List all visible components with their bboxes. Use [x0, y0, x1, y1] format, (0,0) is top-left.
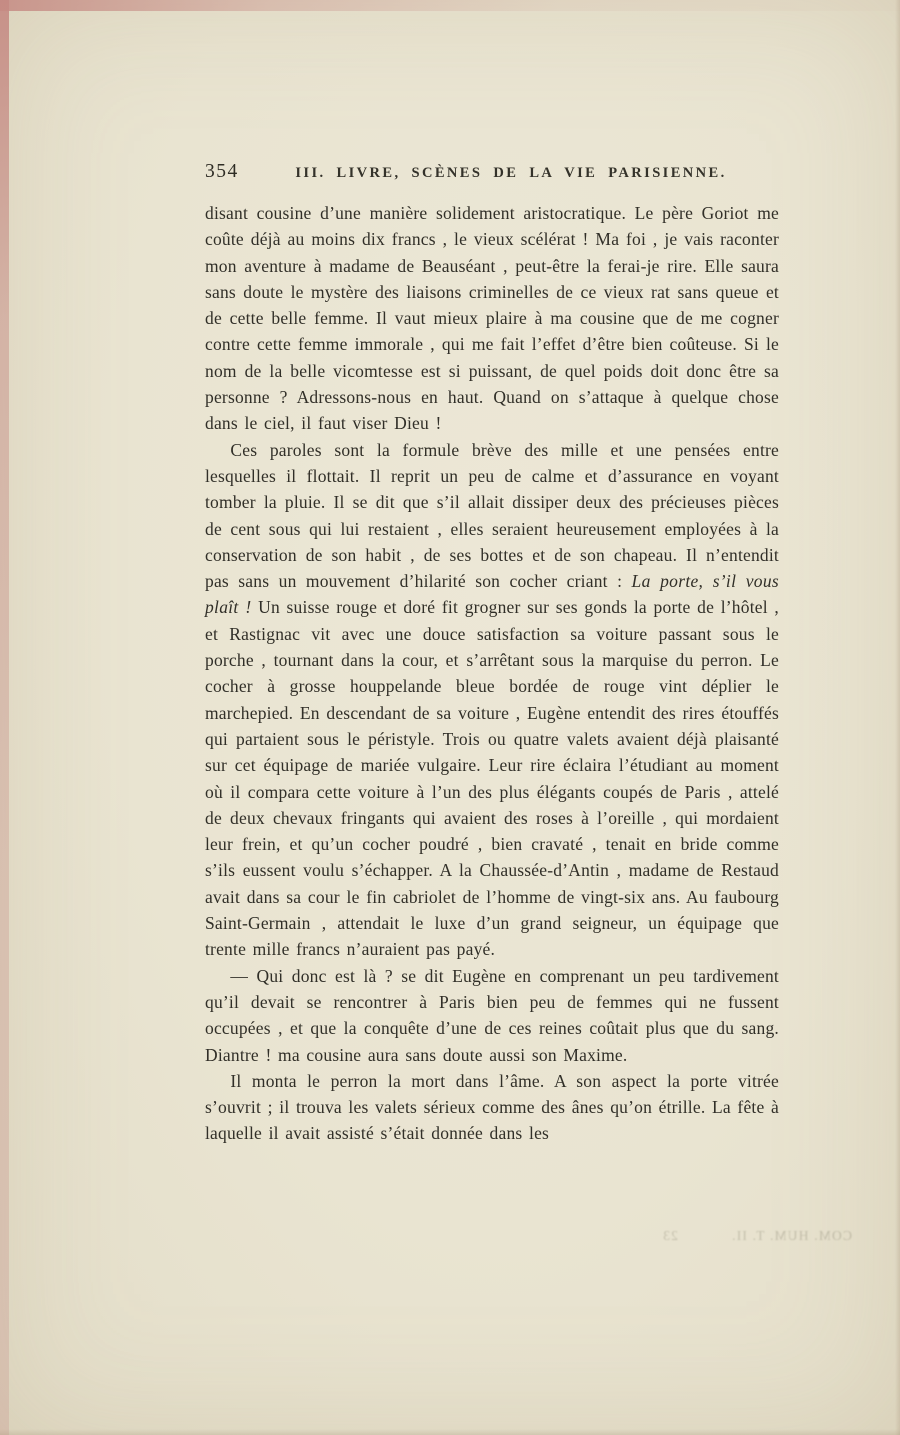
show-through-signature: COM. HUM. T. II.	[730, 1228, 852, 1243]
paragraph-3-dialogue: — Qui donc est là ? se dit Eugène en comprenant un peu tardivement qu’il devait se rencontrer à Paris bien peu de femmes qui ne fussent occupées , et que la conquête d’une de ces reines coûtait plus que du sang. Diantre ! ma cousine aura sans doute aussi son Maxime.	[205, 965, 779, 1065]
scan-edge-right	[895, 0, 900, 1435]
paragraph-1: disant cousine d’une manière solidement aristocratique. Le père Goriot me coûte déjà au moins dix francs , le vieux scélérat ! Ma foi , je vais raconter mon aventure à madame de Beauséant , peut-être la ferai-je rire. Elle saura sans doute le mystère des liaisons criminelles de ce vieux rat sans queue et de cette belle femme. Il vaut mieux plaire à ma cousine que de me cogner contre cette femme immorale , qui me fait l’effet d’être bien coûteuse. Si le nom de la belle vicomtesse est si puissant, de quel poids doit donc être sa personne ? Adressons-nous en haut. Quand on s’attaque à quelque chose dans le ciel, il faut viser Dieu !	[205, 203, 779, 434]
show-through-page-number: 23	[662, 1228, 678, 1243]
paragraph-4: Il monta le perron la mort dans l’âme. A son aspect la porte vitrée s’ouvrit ; il trouva les valets sérieux comme des ânes qu’on étrille. La fête à laquelle il avait assisté s’était donnée dans les	[205, 1070, 779, 1144]
show-through-text	[662, 1228, 852, 1244]
paragraph-2-italic-phrase: La porte, s’il vous plaît !	[205, 571, 780, 618]
page-header	[205, 158, 779, 184]
scan-edge-left	[0, 0, 9, 1435]
scan-edge-bottom	[0, 1429, 900, 1435]
page-number: 354	[205, 161, 239, 182]
scan-edge-top	[0, 0, 900, 11]
paragraph-2	[205, 437, 779, 963]
paragraph-2-text-before-italic: Ces paroles sont la formule brève des mille et une pensées entre lesquelles il flottait. Il reprit un peu de calme et d’assurance en voyant tomber la pluie. Il se dit que s’il allait dissiper deux des précieuses pièces de cent sous qui lui restaient , elles seraient heureusement employées à la conservation de son habit , de ses bottes et de son chapeau. Il n’entendit pas sans un mouvement d’hilarité son cocher criant :	[205, 439, 779, 592]
text-block	[205, 158, 779, 1147]
paragraph-2-text-after-italic: Un suisse rouge et doré fit grogner sur ses gonds la porte de l’hôtel , et Rastignac vit avec une douce satisfaction sa voiture passant sous le porche , tournant dans la cour, et s’arrêtant sous la marquise du perron. Le cocher à grosse houppelande bleue bordée de rouge vint déplier le marchepied. En descendant de sa voiture , Eugène entendit des rires étouffés qui partaient sous le péristyle. Trois ou quatre valets avaient déjà plaisanté sur cet équipage de mariée vulgaire. Leur rire éclaira l’étudiant au moment où il compara cette voiture à l’un des plus élégants coupés de Paris , attelé de deux chevaux fringants qui avaient des roses à l’oreille , qui mordaient leur frein, et qu’un cocher poudré , bien cravaté , tenait en bride comme s’ils eussent voulu s’échapper. A la Chaussée-d’Antin , madame de Restaud avait dans sa cour le fin cabriolet de l’homme de vingt-six ans. Au faubourg Saint-Germain , attendait le luxe d’un grand seigneur, un équipage que trente mille francs n’auraient pas payé.	[205, 597, 780, 960]
running-title: III. LIVRE, SCÈNES DE LA VIE PARISIENNE.	[295, 165, 727, 181]
